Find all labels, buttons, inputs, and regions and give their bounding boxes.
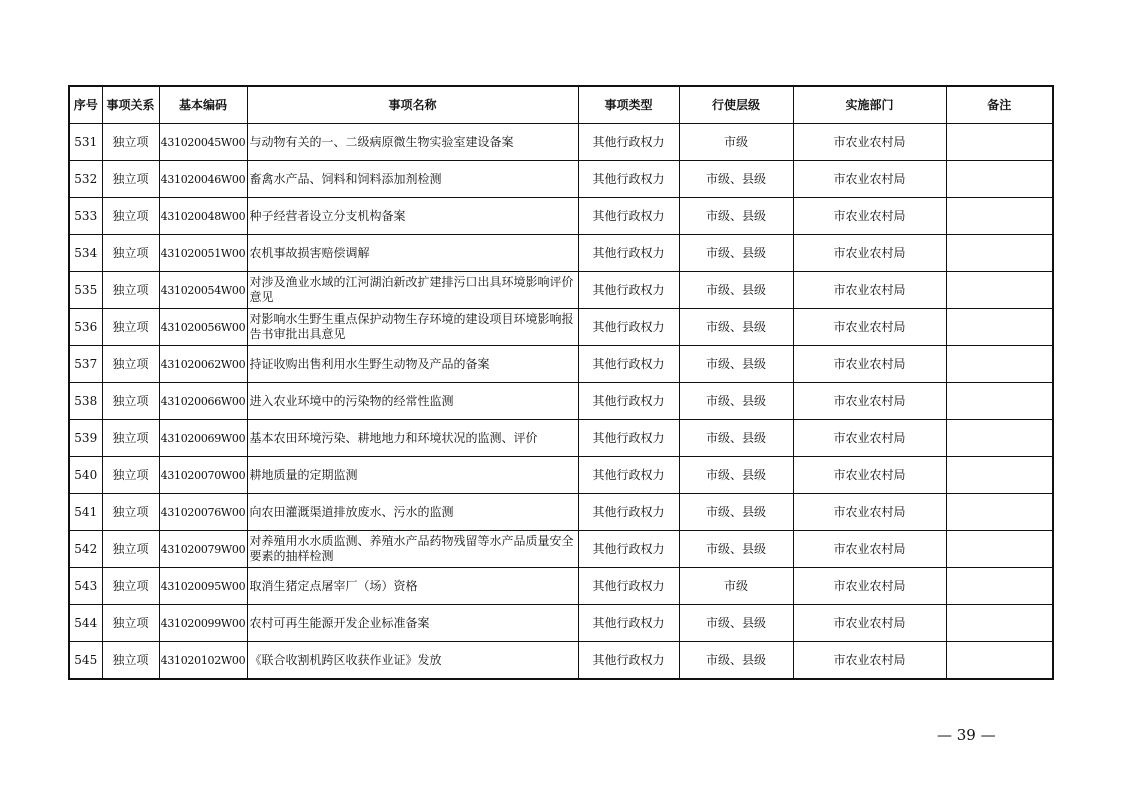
cell-level: 市级、县级 — [679, 198, 793, 235]
cell-code: 431020102W00 — [159, 642, 247, 680]
cell-no: 544 — [69, 605, 102, 642]
cell-type: 其他行政权力 — [578, 420, 679, 457]
cell-code: 431020048W00 — [159, 198, 247, 235]
table-row — [69, 346, 1053, 383]
cell-type: 其他行政权力 — [578, 457, 679, 494]
cell-level: 市级、县级 — [679, 309, 793, 346]
cell-relation: 独立项 — [102, 457, 159, 494]
cell-dept: 市农业农村局 — [793, 272, 946, 309]
cell-relation: 独立项 — [102, 198, 159, 235]
cell-type: 其他行政权力 — [578, 568, 679, 605]
table-row — [69, 457, 1053, 494]
cell-name: 畜禽水产品、饲料和饲料添加剂检测 — [247, 161, 578, 198]
cell-no: 535 — [69, 272, 102, 309]
header-dept: 实施部门 — [793, 86, 946, 124]
cell-name: 农机事故损害赔偿调解 — [247, 235, 578, 272]
cell-no: 543 — [69, 568, 102, 605]
cell-name: 耕地质量的定期监测 — [247, 457, 578, 494]
header-name: 事项名称 — [247, 86, 578, 124]
cell-code: 431020062W00 — [159, 346, 247, 383]
cell-level: 市级、县级 — [679, 383, 793, 420]
cell-no: 541 — [69, 494, 102, 531]
table-row — [69, 642, 1053, 680]
header-level: 行使层级 — [679, 86, 793, 124]
cell-dept: 市农业农村局 — [793, 383, 946, 420]
table-row — [69, 531, 1053, 568]
cell-relation: 独立项 — [102, 161, 159, 198]
page-number: — 39 — — [937, 726, 996, 744]
header-relation: 事项关系 — [102, 86, 159, 124]
cell-level: 市级 — [679, 124, 793, 161]
cell-type: 其他行政权力 — [578, 309, 679, 346]
matters-table — [68, 85, 1054, 680]
cell-code: 431020099W00 — [159, 605, 247, 642]
cell-no: 545 — [69, 642, 102, 680]
cell-level: 市级 — [679, 568, 793, 605]
cell-note — [946, 198, 1053, 235]
cell-level: 市级、县级 — [679, 605, 793, 642]
cell-name: 取消生猪定点屠宰厂（场）资格 — [247, 568, 578, 605]
table-header-row — [69, 86, 1053, 124]
cell-type: 其他行政权力 — [578, 531, 679, 568]
cell-code: 431020069W00 — [159, 420, 247, 457]
cell-no: 538 — [69, 383, 102, 420]
cell-code: 431020045W00 — [159, 124, 247, 161]
cell-relation: 独立项 — [102, 568, 159, 605]
cell-type: 其他行政权力 — [578, 494, 679, 531]
cell-relation: 独立项 — [102, 124, 159, 161]
cell-type: 其他行政权力 — [578, 642, 679, 680]
cell-code: 431020056W00 — [159, 309, 247, 346]
cell-level: 市级、县级 — [679, 272, 793, 309]
cell-relation: 独立项 — [102, 494, 159, 531]
table-row — [69, 605, 1053, 642]
cell-level: 市级、县级 — [679, 531, 793, 568]
cell-dept: 市农业农村局 — [793, 161, 946, 198]
cell-type: 其他行政权力 — [578, 124, 679, 161]
cell-dept: 市农业农村局 — [793, 346, 946, 383]
cell-level: 市级、县级 — [679, 346, 793, 383]
cell-note — [946, 383, 1053, 420]
cell-relation: 独立项 — [102, 235, 159, 272]
table-row — [69, 420, 1053, 457]
cell-no: 537 — [69, 346, 102, 383]
cell-level: 市级、县级 — [679, 161, 793, 198]
cell-name: 向农田灌溉渠道排放废水、污水的监测 — [247, 494, 578, 531]
cell-type: 其他行政权力 — [578, 346, 679, 383]
cell-type: 其他行政权力 — [578, 198, 679, 235]
cell-name: 对涉及渔业水域的江河湖泊新改扩建排污口出具环境影响评价意见 — [247, 272, 578, 309]
cell-relation: 独立项 — [102, 383, 159, 420]
cell-type: 其他行政权力 — [578, 383, 679, 420]
cell-note — [946, 124, 1053, 161]
cell-dept: 市农业农村局 — [793, 235, 946, 272]
cell-name: 《联合收割机跨区收获作业证》发放 — [247, 642, 578, 680]
cell-relation: 独立项 — [102, 642, 159, 680]
cell-note — [946, 272, 1053, 309]
cell-relation: 独立项 — [102, 309, 159, 346]
cell-note — [946, 235, 1053, 272]
cell-no: 531 — [69, 124, 102, 161]
cell-no: 542 — [69, 531, 102, 568]
cell-level: 市级、县级 — [679, 457, 793, 494]
cell-no: 532 — [69, 161, 102, 198]
cell-no: 540 — [69, 457, 102, 494]
table-row — [69, 494, 1053, 531]
cell-name: 农村可再生能源开发企业标准备案 — [247, 605, 578, 642]
header-code: 基本编码 — [159, 86, 247, 124]
cell-dept: 市农业农村局 — [793, 309, 946, 346]
header-no: 序号 — [69, 86, 102, 124]
cell-no: 533 — [69, 198, 102, 235]
table-row — [69, 309, 1053, 346]
cell-code: 431020046W00 — [159, 161, 247, 198]
cell-name: 对影响水生野生重点保护动物生存环境的建设项目环境影响报告书审批出具意见 — [247, 309, 578, 346]
table-row — [69, 383, 1053, 420]
cell-dept: 市农业农村局 — [793, 124, 946, 161]
cell-level: 市级、县级 — [679, 235, 793, 272]
cell-dept: 市农业农村局 — [793, 568, 946, 605]
cell-code: 431020066W00 — [159, 383, 247, 420]
cell-level: 市级、县级 — [679, 420, 793, 457]
cell-relation: 独立项 — [102, 605, 159, 642]
cell-name: 与动物有关的一、二级病原微生物实验室建设备案 — [247, 124, 578, 161]
cell-code: 431020070W00 — [159, 457, 247, 494]
cell-note — [946, 161, 1053, 198]
cell-code: 431020054W00 — [159, 272, 247, 309]
cell-name: 种子经营者设立分支机构备案 — [247, 198, 578, 235]
cell-code: 431020051W00 — [159, 235, 247, 272]
cell-relation: 独立项 — [102, 272, 159, 309]
table-row — [69, 272, 1053, 309]
cell-dept: 市农业农村局 — [793, 420, 946, 457]
cell-dept: 市农业农村局 — [793, 605, 946, 642]
cell-code: 431020095W00 — [159, 568, 247, 605]
table-row — [69, 235, 1053, 272]
cell-name: 持证收购出售利用水生野生动物及产品的备案 — [247, 346, 578, 383]
cell-note — [946, 568, 1053, 605]
cell-no: 534 — [69, 235, 102, 272]
cell-dept: 市农业农村局 — [793, 642, 946, 680]
cell-note — [946, 531, 1053, 568]
cell-name: 对养殖用水水质监测、养殖水产品药物残留等水产品质量安全要素的抽样检测 — [247, 531, 578, 568]
table-row — [69, 124, 1053, 161]
cell-level: 市级、县级 — [679, 642, 793, 680]
cell-note — [946, 309, 1053, 346]
cell-note — [946, 420, 1053, 457]
cell-level: 市级、县级 — [679, 494, 793, 531]
header-note: 备注 — [946, 86, 1053, 124]
cell-note — [946, 494, 1053, 531]
cell-no: 536 — [69, 309, 102, 346]
table-row — [69, 161, 1053, 198]
cell-type: 其他行政权力 — [578, 161, 679, 198]
header-type: 事项类型 — [578, 86, 679, 124]
cell-note — [946, 642, 1053, 680]
cell-note — [946, 457, 1053, 494]
cell-dept: 市农业农村局 — [793, 198, 946, 235]
table-row — [69, 198, 1053, 235]
cell-dept: 市农业农村局 — [793, 494, 946, 531]
cell-type: 其他行政权力 — [578, 235, 679, 272]
table-row — [69, 568, 1053, 605]
cell-type: 其他行政权力 — [578, 605, 679, 642]
cell-type: 其他行政权力 — [578, 272, 679, 309]
cell-code: 431020076W00 — [159, 494, 247, 531]
cell-no: 539 — [69, 420, 102, 457]
cell-note — [946, 346, 1053, 383]
cell-dept: 市农业农村局 — [793, 531, 946, 568]
cell-code: 431020079W00 — [159, 531, 247, 568]
cell-relation: 独立项 — [102, 346, 159, 383]
cell-relation: 独立项 — [102, 420, 159, 457]
cell-dept: 市农业农村局 — [793, 457, 946, 494]
cell-relation: 独立项 — [102, 531, 159, 568]
cell-name: 基本农田环境污染、耕地地力和环境状况的监测、评价 — [247, 420, 578, 457]
cell-name: 进入农业环境中的污染物的经常性监测 — [247, 383, 578, 420]
cell-note — [946, 605, 1053, 642]
